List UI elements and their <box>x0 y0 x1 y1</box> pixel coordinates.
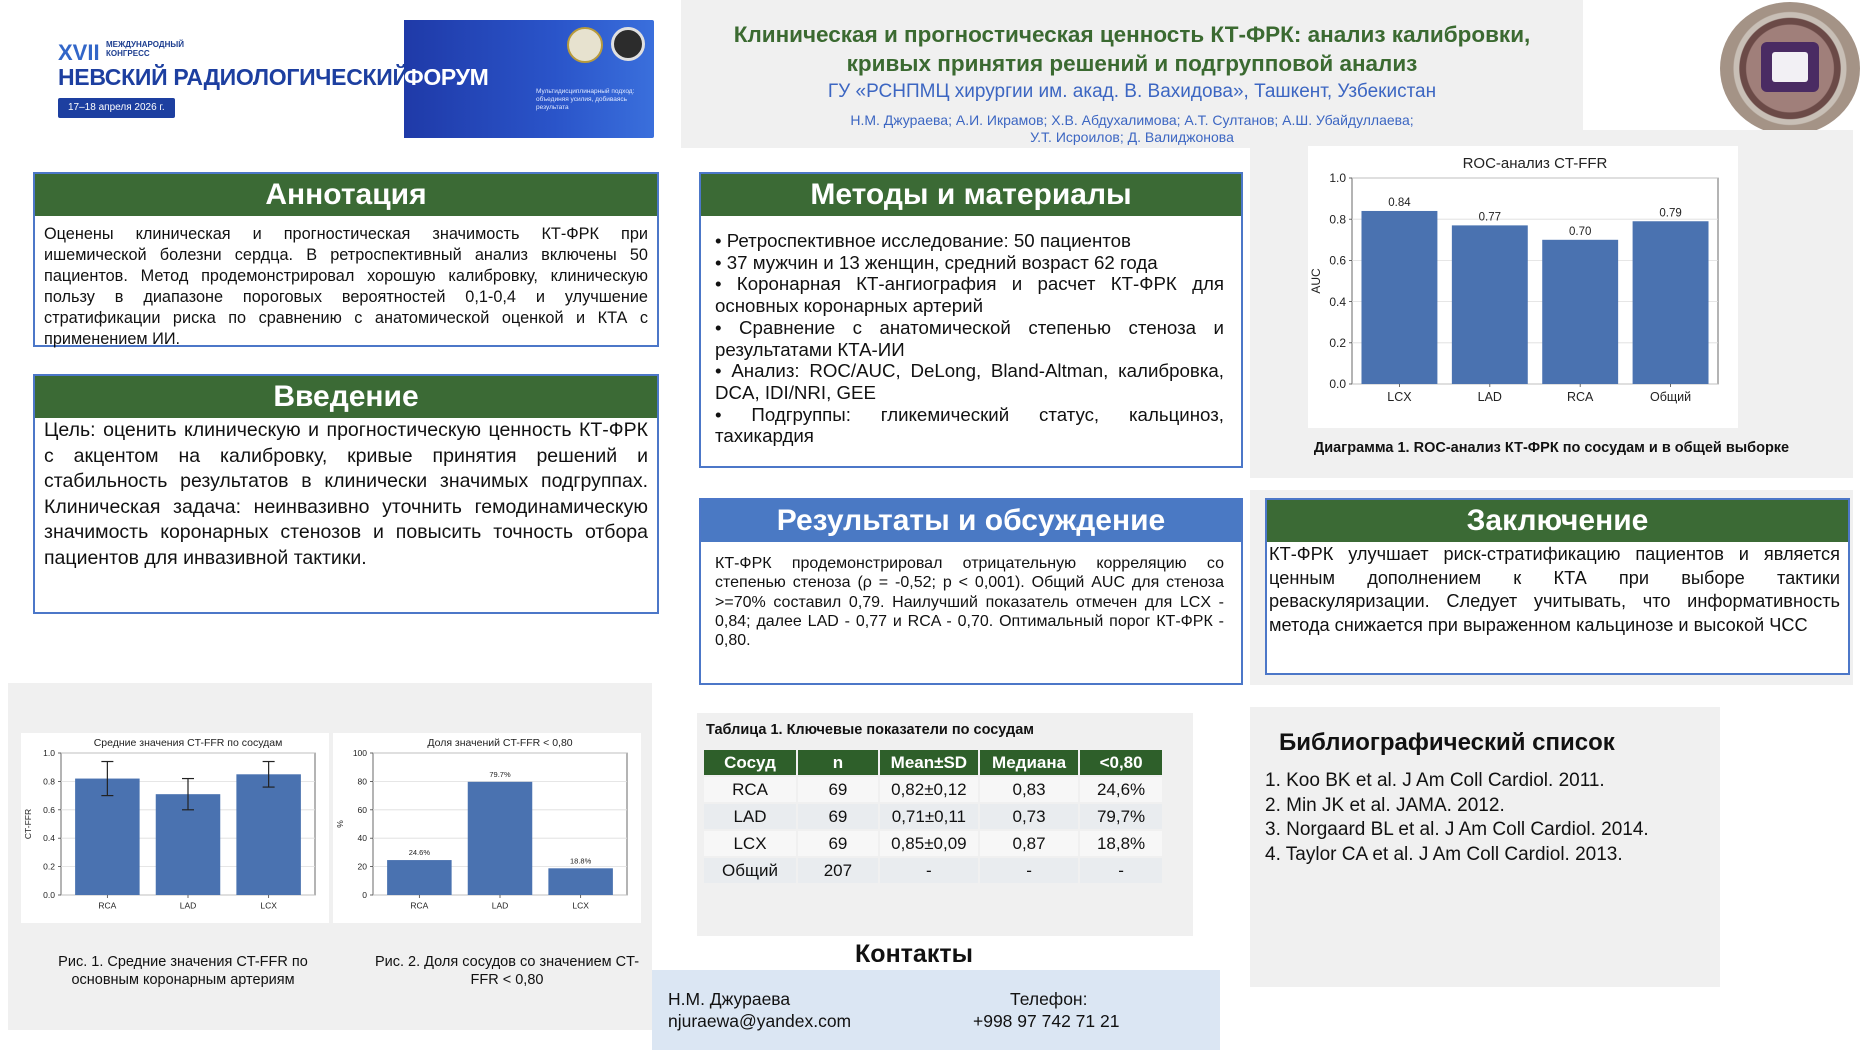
chart-title: Доля значений CT-FFR < 0,80 <box>427 737 573 749</box>
poster-header <box>681 0 1583 148</box>
contact-name: Н.М. Джураева <box>668 989 791 1009</box>
bar <box>1452 225 1528 384</box>
chart-title: Средние значения CT-FFR по сосудам <box>93 737 283 749</box>
references-panel <box>1250 707 1720 987</box>
methods-heading: Методы и материалы <box>701 174 1241 216</box>
methods-list <box>701 216 1241 447</box>
forum-title-right: ФОРУМ <box>404 64 489 90</box>
results-section <box>699 498 1243 685</box>
congress-number: XVII <box>58 40 100 65</box>
institution: ГУ «РСНПМЦ хирургии им. акад. В. Вахидова», Ташкент, Узбекистан <box>827 81 1437 102</box>
poster-title <box>681 20 1583 78</box>
reference-item: 3. Norgaard BL et al. J Am Coll Cardiol. 2014. <box>1265 819 1649 840</box>
forum-banner <box>34 20 654 138</box>
chart-title: ROC-анализ CT-FFR <box>1462 155 1608 172</box>
table-cell: 0,85±0,09 <box>879 830 979 857</box>
conclusion-panel <box>1250 490 1853 685</box>
reference-item: 1. Koo BK et al. J Am Coll Cardiol. 2011. <box>1265 770 1605 791</box>
col-n: n <box>797 749 879 776</box>
table-cell: 0,87 <box>979 830 1079 857</box>
y-tick-label: 0.8 <box>43 776 55 787</box>
authors-line1: Н.М. Джураева; А.И. Икрамов; Х.В. Абдухалимова; А.Т. Султанов; А.Ш. Убайдуллаева; <box>850 112 1414 128</box>
table-cell: - <box>1079 857 1163 884</box>
fig1-caption: Рис. 1. Средние значения CT-FFR по основным коронарным артериям <box>58 954 308 988</box>
contact-email[interactable]: njuraewa@yandex.com <box>668 1011 852 1031</box>
data-label: 0.70 <box>1568 225 1592 238</box>
annotation-heading: Аннотация <box>35 174 657 216</box>
col-below-080: <0,80 <box>1079 749 1163 776</box>
y-tick-label: 0.0 <box>43 889 55 900</box>
x-tick-label: LAD <box>179 900 197 911</box>
y-tick-label: 0.2 <box>1329 336 1346 350</box>
bar <box>468 782 533 895</box>
table-cell: 207 <box>797 857 879 884</box>
results-heading: Результаты и обсуждение <box>701 500 1241 542</box>
y-tick-label: 0.6 <box>1329 253 1346 268</box>
y-tick-label: 0.4 <box>1329 294 1346 309</box>
poster-title-line1: Клиническая и прогностическая ценность КТ-ФРК: анализ калибровки, <box>733 22 1531 47</box>
x-tick-label: LAD <box>491 900 509 911</box>
y-tick-label: 20 <box>357 861 367 872</box>
conclusion-heading: Заключение <box>1267 500 1848 542</box>
diagram1-caption: Диаграмма 1. ROC-анализ КТ-ФРК по сосудам и в общей выборке <box>1313 440 1790 456</box>
forum-motto: Мультидисциплинарный подход: объединяя усилия, добиваясь результата <box>536 88 635 111</box>
bar <box>387 860 452 895</box>
references-heading: Библиографический список <box>1279 729 1615 756</box>
table-row <box>703 776 1163 803</box>
methods-item: • Коронарная КТ-ангиография и расчет КТ-ФРК для основных коронарных артерий <box>715 273 1224 317</box>
y-tick-label: 100 <box>352 747 367 758</box>
x-tick-label: RCA <box>98 900 117 911</box>
table-cell: 18,8% <box>1079 830 1163 857</box>
y-axis-label: % <box>335 820 345 828</box>
bar <box>1542 240 1618 384</box>
introduction-section <box>33 374 659 614</box>
annotation-section <box>33 172 659 347</box>
y-tick-label: 0.2 <box>43 861 55 872</box>
data-label: 18.8% <box>569 856 592 866</box>
y-tick-label: 0.8 <box>1329 212 1346 227</box>
x-tick-label: Общий <box>1649 390 1692 404</box>
methods-item: • Анализ: ROC/AUC, DeLong, Bland-Altman, калибровка, DCA, IDI/NRI, GEE <box>715 360 1224 403</box>
contacts-heading: Контакты <box>780 938 1048 970</box>
x-tick-label: RCA <box>1566 390 1594 404</box>
table-cell: 79,7% <box>1079 803 1163 830</box>
institution-seal-icon <box>1720 2 1860 135</box>
table-cell: 0,83 <box>979 776 1079 803</box>
data-label: 0.77 <box>1478 211 1502 224</box>
bar <box>1361 211 1437 384</box>
roc-chart <box>1308 146 1738 428</box>
table-cell: RCA <box>703 776 797 803</box>
bar <box>548 868 613 895</box>
methods-section <box>699 172 1243 468</box>
contact-phone-label: Телефон: <box>1010 989 1088 1009</box>
ffr-share-chart <box>333 733 641 923</box>
col-vessel: Сосуд <box>703 749 797 776</box>
y-axis-label: AUC <box>1309 268 1323 294</box>
bar <box>236 774 301 895</box>
table-panel <box>697 713 1193 936</box>
methods-item: • 37 мужчин и 13 женщин, средний возраст 62 года <box>715 251 1158 273</box>
results-table <box>702 748 1164 885</box>
reference-item: 2. Min JK et al. JAMA. 2012. <box>1265 794 1505 816</box>
conclusion-text: КТ-ФРК улучшает риск-стратификацию пациентов и является ценным дополнением к КТА при выборе тактики реваскуляризации. Следует учитывать, что информативность метода снижается при выраженном кальцинозе и высокой ЧСС <box>1269 544 1840 635</box>
table-row <box>703 803 1163 830</box>
congress-word: МЕЖДУНАРОДНЫЙ КОНГРЕСС <box>106 40 184 58</box>
methods-item: • Подгруппы: гликемический статус, кальциноз, тахикардия <box>715 403 1224 447</box>
results-text: КТ-ФРК продемонстрировал отрицательную корреляцию со степенью стеноза (ρ = -0,52; p < 0,001). Общий AUC для стеноза >=70% составил 0,79. Наилучший показатель отмечен для LCX - 0,84; далее LAD - 0,77 и RCA - 0,70. Оптимальный порог КТ-ФРК - 0,80. <box>715 555 1224 650</box>
data-label: 0.79 <box>1659 207 1682 220</box>
contact-phone[interactable]: +998 97 742 71 21 <box>973 1011 1120 1031</box>
y-tick-label: 80 <box>357 776 367 787</box>
table-header-row <box>703 749 1163 776</box>
data-label: 24.6% <box>408 848 431 858</box>
seal-emblem-center <box>1772 52 1808 82</box>
methods-item: • Ретроспективное исследование: 50 пациентов <box>715 230 1131 251</box>
data-label: 0.84 <box>1388 196 1411 209</box>
methods-item: • Сравнение с анатомической степенью стеноза и результатами КТА-ИИ <box>715 316 1224 360</box>
table-cell: Общий <box>703 857 797 884</box>
society-logo-icon <box>611 27 645 61</box>
table-cell: LCX <box>703 830 797 857</box>
roc-chart-panel <box>1250 130 1853 478</box>
table-cell: - <box>879 857 979 884</box>
col-mean-sd: Mean±SD <box>879 749 979 776</box>
table-cell: 0,71±0,11 <box>879 803 979 830</box>
x-tick-label: LAD <box>1477 390 1502 404</box>
references-list <box>1265 769 1649 867</box>
y-axis-label: CT-FFR <box>23 808 33 840</box>
reference-item: 4. Taylor CA et al. J Am Coll Cardiol. 2013. <box>1265 843 1623 865</box>
emblem-icon <box>567 27 603 63</box>
forum-date: 17–18 апреля 2026 г. <box>58 98 175 118</box>
data-label: 79.7% <box>489 769 511 779</box>
x-tick-label: LCX <box>1387 390 1412 404</box>
table-cell: 0,73 <box>979 803 1079 830</box>
authors-line2: У.Т. Исроилов; Д. Валиджонова <box>1030 129 1234 145</box>
forum-title-left: НЕВСКИЙ РАДИОЛОГИЧЕСКИЙ <box>58 64 409 90</box>
table-cell: LAD <box>703 803 797 830</box>
y-tick-label: 40 <box>357 833 367 844</box>
y-tick-label: 0.4 <box>43 833 55 844</box>
table-cell: 0,82±0,12 <box>879 776 979 803</box>
y-tick-label: 1.0 <box>43 747 55 758</box>
col-median: Медиана <box>979 749 1079 776</box>
table-cell: - <box>979 857 1079 884</box>
y-tick-label: 1.0 <box>1329 171 1346 186</box>
conclusion-section <box>1265 498 1850 675</box>
poster-title-line2: кривых принятия решений и подгрупповой анализ <box>846 51 1418 76</box>
introduction-text: Цель: оценить клиническую и прогностическую ценность КТ-ФРК с акцентом на калибровку, кривые принятия решений и стабильность результатов в клинически значимых подгруппах. Клиническая задача: неинвазивно уточнить гемодинамическую значимость коронарных стенозов и повысить точность отбора пациентов для инвазивной тактики. <box>44 419 648 569</box>
introduction-heading: Введение <box>35 376 657 418</box>
table-cell: 69 <box>797 803 879 830</box>
bar <box>1633 221 1709 384</box>
y-tick-label: 0.0 <box>1329 377 1346 392</box>
x-tick-label: LCX <box>572 900 589 911</box>
figures-panel <box>8 683 652 1030</box>
y-tick-label: 0.6 <box>43 804 55 815</box>
table-row <box>703 857 1163 884</box>
y-tick-label: 60 <box>357 804 367 815</box>
table-caption: Таблица 1. Ключевые показатели по сосудам <box>706 722 1034 738</box>
ffr-mean-chart <box>21 733 329 923</box>
y-tick-label: 0 <box>362 889 367 900</box>
table-cell: 24,6% <box>1079 776 1163 803</box>
x-tick-label: LCX <box>260 900 277 911</box>
fig2-caption: Рис. 2. Доля сосудов со значением CT-FFR < 0,80 <box>374 954 640 988</box>
table-cell: 69 <box>797 830 879 857</box>
table-cell: 69 <box>797 776 879 803</box>
contacts-panel <box>652 970 1220 1050</box>
x-tick-label: RCA <box>410 900 429 911</box>
table-row <box>703 830 1163 857</box>
annotation-text: Оценены клиническая и прогностическая значимость КТ-ФРК при ишемической болезни сердца. В ретроспективный анализ включены 50 пациентов. Метод продемонстрировал хорошую калибровку, клиническую пользу в диапазоне пороговых вероятностей 0,1-0,4 и улучшение стратификации риска по сравнению с анатомической оценкой и КТА с применением ИИ. <box>44 225 648 348</box>
